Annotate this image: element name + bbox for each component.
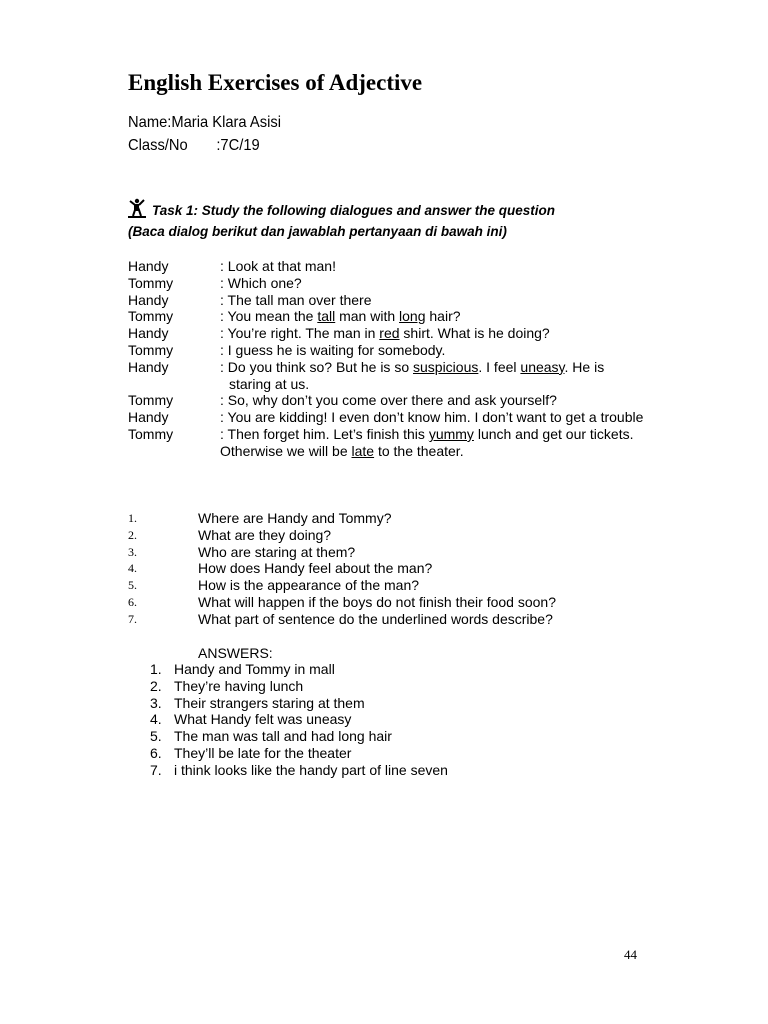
dialogue-row bbox=[128, 443, 649, 460]
answer-text: i think looks like the handy part of line seven bbox=[174, 761, 448, 778]
answer-number: 7. bbox=[150, 761, 162, 778]
dialogue-text: shirt. What is he doing? bbox=[399, 325, 550, 342]
dialogue-text: hair? bbox=[425, 308, 461, 325]
underlined-word: uneasy bbox=[520, 358, 565, 375]
answer-number: 6. bbox=[150, 744, 162, 761]
dialogue-speaker: Handy bbox=[128, 325, 169, 342]
dialogue-speaker: Handy bbox=[128, 358, 169, 375]
dialogue-speaker: Handy bbox=[128, 291, 169, 308]
dialogue-text: Otherwise we will be bbox=[220, 442, 352, 459]
task-title: Task 1: Study the following dialogues and answer the question bbox=[152, 203, 556, 218]
dialogue-line bbox=[220, 409, 649, 426]
dialogue-text: : You are kidding! I even don’t know him. I don’t want to get a trouble bbox=[220, 409, 644, 426]
dialogue-row bbox=[128, 258, 649, 275]
answer-number: 1. bbox=[150, 661, 162, 677]
dialogue-line bbox=[220, 359, 649, 393]
answers-heading: ANSWERS: bbox=[198, 645, 273, 661]
underlined-word: tall bbox=[317, 308, 336, 325]
dialogue-line bbox=[220, 275, 649, 292]
answer-number: 2. bbox=[150, 677, 162, 694]
dialogue-row bbox=[128, 392, 649, 409]
underlined-word: suspicious bbox=[413, 358, 479, 375]
dialogue-line bbox=[220, 443, 649, 460]
dialogue-line bbox=[220, 308, 649, 325]
answer-number: 5. bbox=[150, 728, 162, 745]
answer-text: What Handy felt was uneasy bbox=[174, 711, 352, 728]
name-value: :Maria Klara Asisi bbox=[167, 114, 281, 131]
class-value: :7C/19 bbox=[216, 137, 260, 154]
dialogue-text: : Which one? bbox=[220, 274, 302, 291]
answer-number: 4. bbox=[150, 711, 162, 728]
dialogue-text: : Then forget him. Let’s finish this bbox=[220, 425, 429, 442]
dialogue-line bbox=[220, 342, 649, 359]
question-text: How is the appearance of the man? bbox=[198, 577, 420, 594]
person-exercising-icon bbox=[128, 198, 146, 223]
question-number: 5. bbox=[128, 578, 137, 593]
dialogue-line bbox=[220, 292, 649, 309]
answer-text: They’re having lunch bbox=[174, 677, 304, 694]
question-text: What part of sentence do the underlined words describe? bbox=[198, 610, 553, 627]
underlined-word: late bbox=[351, 442, 375, 459]
underlined-word: yummy bbox=[428, 425, 474, 442]
answer-text: The man was tall and had long hair bbox=[174, 728, 392, 745]
question-text: How does Handy feel about the man? bbox=[198, 560, 433, 577]
dialogue-text: : You mean the bbox=[220, 308, 318, 325]
answer-text: Handy and Tommy in mall bbox=[174, 661, 335, 677]
class-label: Class/No bbox=[128, 137, 188, 154]
dialogue-speaker: Tommy bbox=[128, 425, 174, 442]
page-title: English Exercises of Adjective bbox=[128, 70, 423, 95]
task-instruction bbox=[128, 198, 658, 241]
dialogue-speaker: Handy bbox=[128, 258, 169, 274]
dialogue-speaker: Tommy bbox=[128, 341, 174, 358]
dialogue-text: to the theater. bbox=[374, 442, 464, 459]
name-label: Name bbox=[128, 114, 168, 131]
question-text: Who are staring at them? bbox=[198, 543, 356, 560]
underlined-word: red bbox=[379, 325, 400, 342]
dialogue-row bbox=[128, 426, 649, 443]
dialogue-row bbox=[128, 292, 649, 309]
dialogue-text: . I feel bbox=[478, 358, 521, 375]
answer-text: They’ll be late for the theater bbox=[174, 744, 352, 761]
dialogue-speaker: Tommy bbox=[128, 392, 174, 409]
dialogue-row bbox=[128, 308, 649, 325]
question-number: 6. bbox=[128, 594, 137, 609]
dialogue-row bbox=[128, 359, 649, 393]
dialogue-text: . He is staring at us. bbox=[229, 358, 605, 392]
dialogue-text: man with bbox=[335, 308, 400, 325]
dialogue-speaker: Tommy bbox=[128, 308, 174, 325]
question-text: What will happen if the boys do not finish their food soon? bbox=[198, 593, 556, 610]
dialogue bbox=[128, 258, 649, 460]
dialogue-row bbox=[128, 409, 649, 426]
question-number: 1. bbox=[128, 511, 137, 525]
dialogue-text: lunch and get our tickets. bbox=[473, 425, 634, 442]
dialogue-row bbox=[128, 275, 649, 292]
dialogue-text: : So, why don’t you come over there and ask yourself? bbox=[220, 392, 557, 409]
dialogue-line bbox=[220, 258, 649, 275]
task-translation: (Baca dialog berikut dan jawablah pertanyaan di bawah ini) bbox=[128, 224, 507, 239]
question-number: 3. bbox=[128, 544, 137, 559]
dialogue-line bbox=[220, 392, 649, 409]
dialogue-speaker: Tommy bbox=[128, 274, 174, 291]
answer-text: Their strangers staring at them bbox=[174, 694, 365, 711]
dialogue-line bbox=[220, 325, 649, 342]
student-class-line bbox=[128, 137, 260, 155]
question-number: 4. bbox=[128, 561, 137, 576]
dialogue-line bbox=[220, 426, 649, 443]
dialogue-text: : You’re right. The man in bbox=[220, 325, 380, 342]
underlined-word: long bbox=[399, 308, 426, 325]
dialogue-text: : I guess he is waiting for somebody. bbox=[220, 341, 446, 358]
dialogue-row bbox=[128, 325, 649, 342]
dialogue-text: : The tall man over there bbox=[220, 291, 372, 308]
dialogue-row bbox=[128, 342, 649, 359]
answer-number: 3. bbox=[150, 694, 162, 711]
page-number: 44 bbox=[624, 947, 637, 962]
dialogue-text: : Do you think so? But he is so bbox=[220, 358, 413, 375]
student-name-line bbox=[128, 114, 281, 132]
question-number: 2. bbox=[128, 527, 137, 542]
dialogue-text: : Look at that man! bbox=[220, 258, 336, 274]
question-number: 7. bbox=[128, 611, 137, 626]
question-text: Where are Handy and Tommy? bbox=[198, 510, 392, 526]
question-text: What are they doing? bbox=[198, 526, 332, 543]
dialogue-speaker: Handy bbox=[128, 409, 169, 426]
